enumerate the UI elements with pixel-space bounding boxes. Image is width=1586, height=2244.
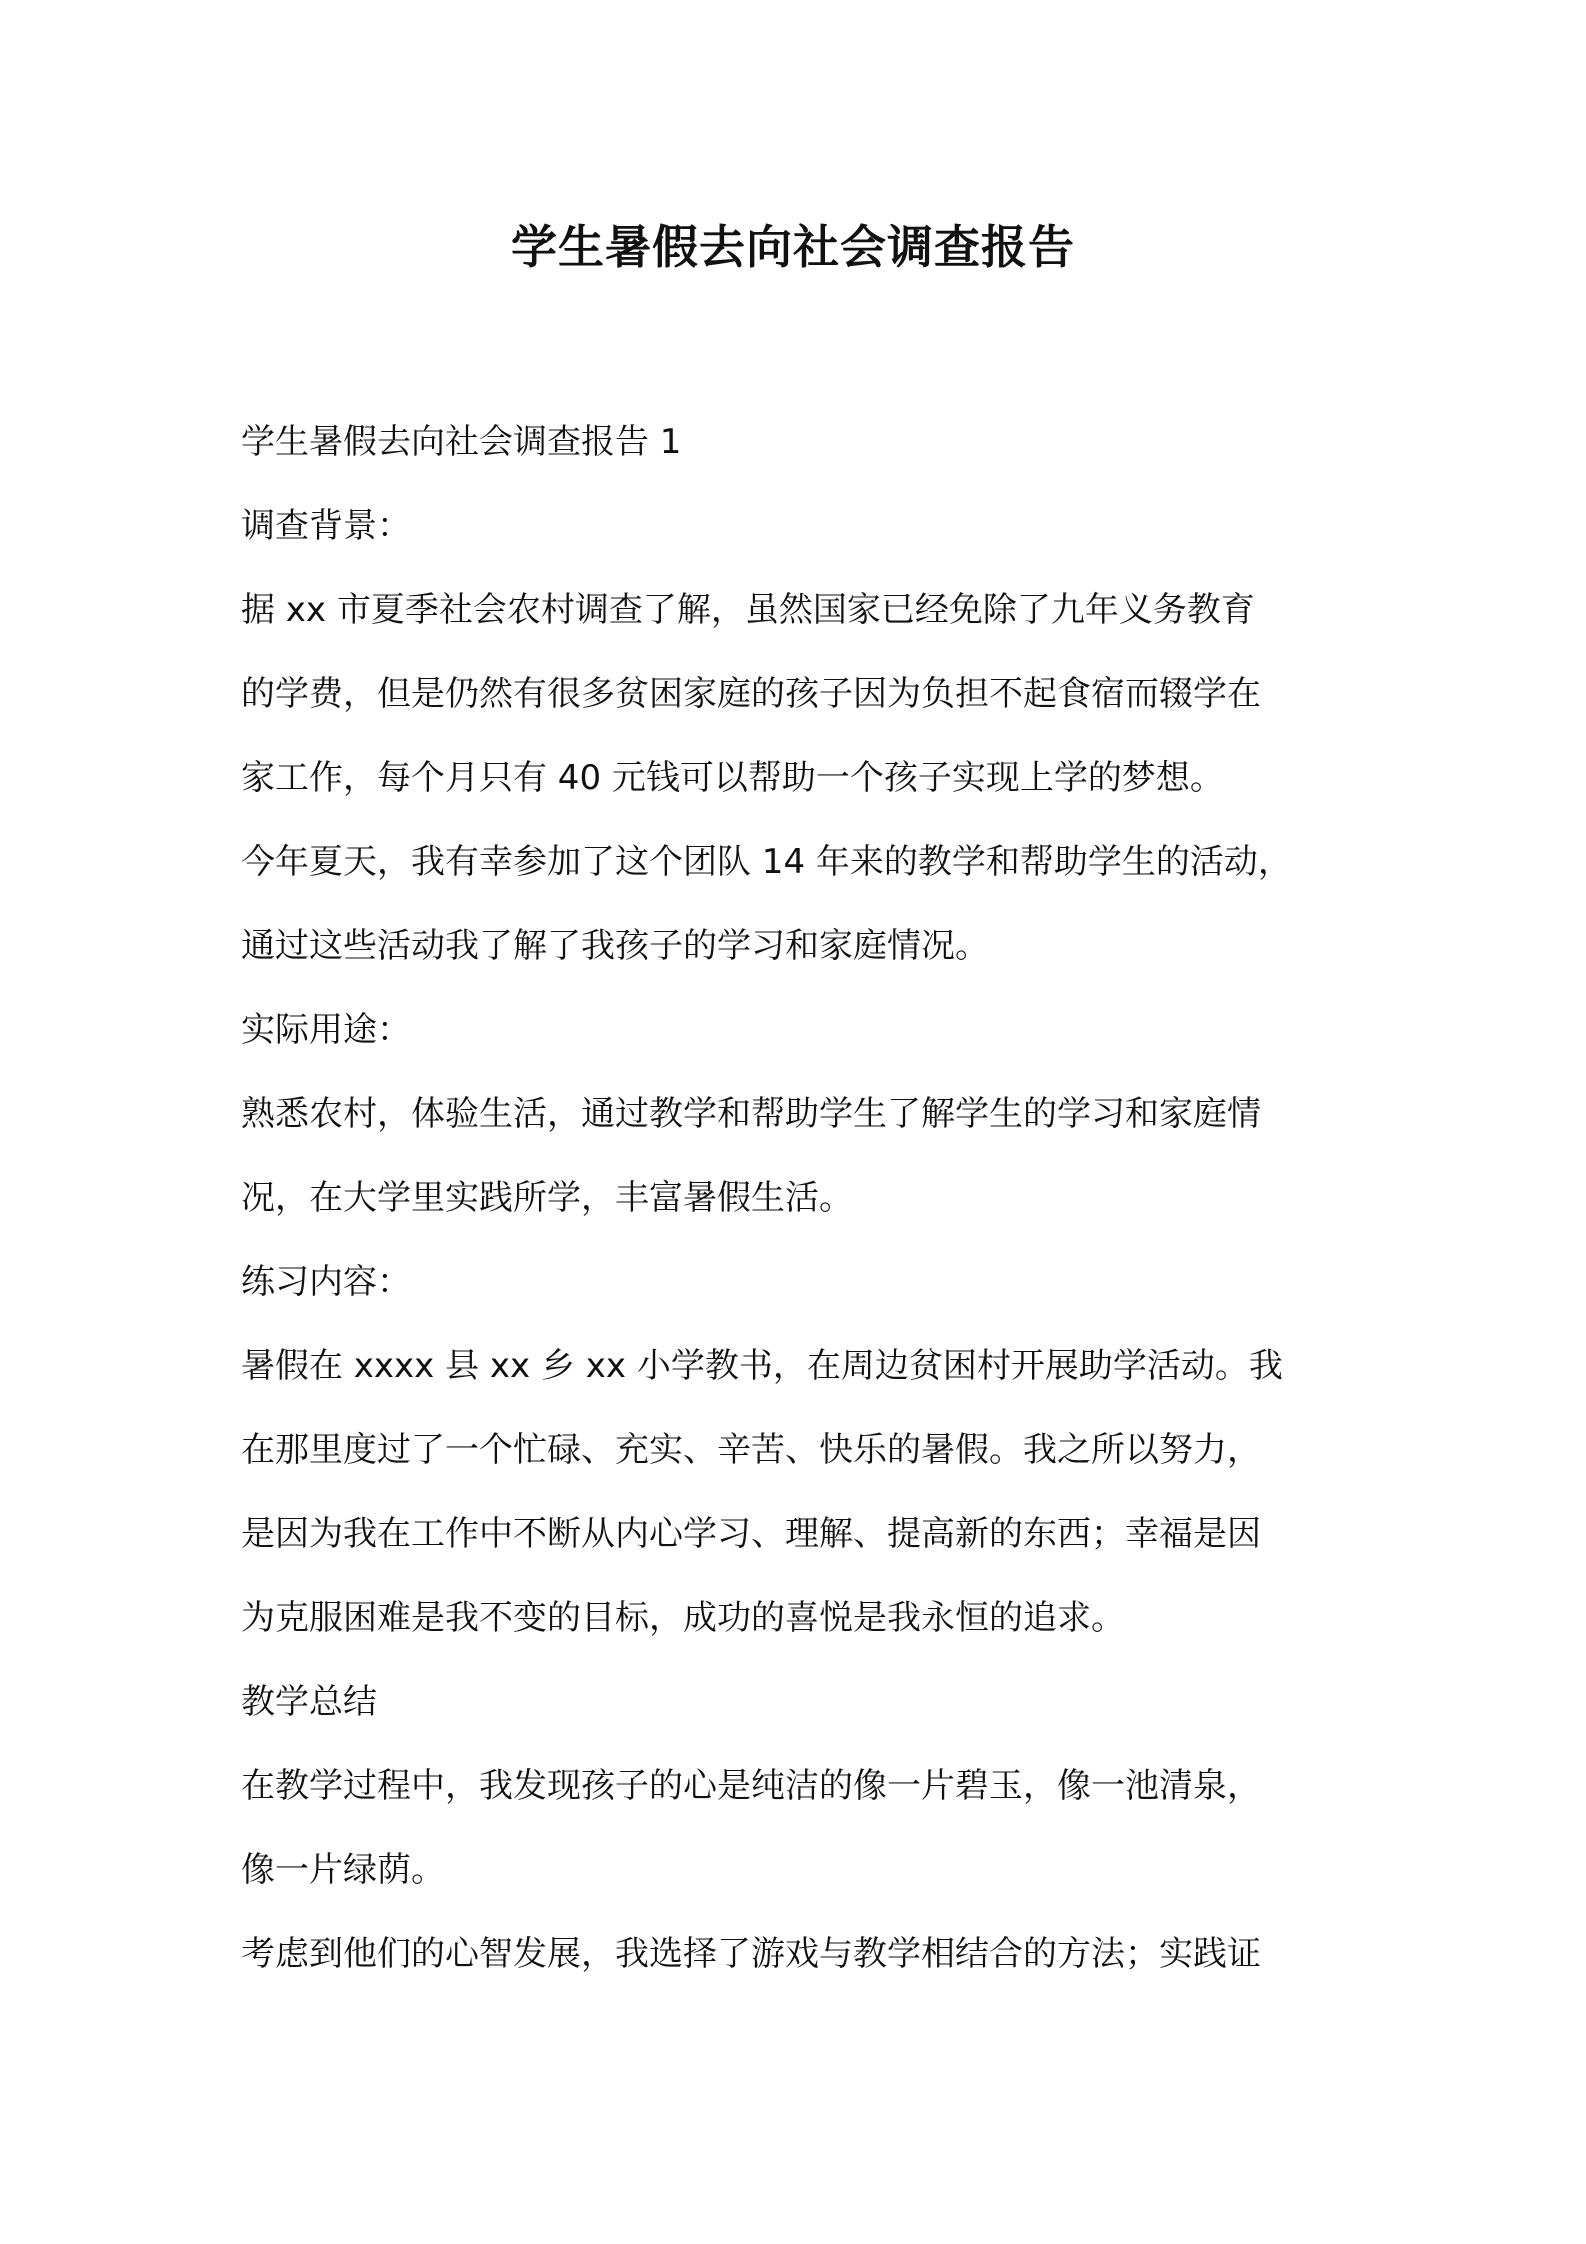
body-line: 考虑到他们的心智发展，我选择了游戏与教学相结合的方法；实践证 — [241, 1934, 1261, 1974]
document-title: 学生暑假去向社会调查报告 — [511, 220, 1075, 274]
body-line: 在那里度过了一个忙碌、充实、辛苦、快乐的暑假。我之所以努力， — [241, 1430, 1261, 1470]
body-line: 是因为我在工作中不断从内心学习、理解、提高新的东西；幸福是因 — [241, 1514, 1261, 1554]
body-line: 况，在大学里实践所学，丰富暑假生活。 — [241, 1178, 853, 1218]
subheading-practice-content: 练习内容： — [241, 1262, 411, 1302]
subheading-practical-use: 实际用途： — [241, 1010, 411, 1050]
body-line: 暑假在 xxxx 县 xx 乡 xx 小学教书，在周边贫困村开展助学活动。我 — [241, 1346, 1283, 1386]
subheading-background: 调查背景： — [241, 506, 411, 546]
body-line: 熟悉农村，体验生活，通过教学和帮助学生了解学生的学习和家庭情 — [241, 1094, 1261, 1134]
section-heading: 学生暑假去向社会调查报告 1 — [241, 422, 682, 462]
body-line: 通过这些活动我了解了我孩子的学习和家庭情况。 — [241, 926, 989, 966]
document-body — [241, 400, 1361, 1996]
body-line: 今年夏天，我有幸参加了这个团队 14 年来的教学和帮助学生的活动， — [241, 842, 1292, 882]
body-line: 在教学过程中，我发现孩子的心是纯洁的像一片碧玉，像一池清泉， — [241, 1766, 1261, 1806]
body-line: 据 xx 市夏季社会农村调查了解，虽然国家已经免除了九年义务教育 — [241, 590, 1255, 630]
body-line: 像一片绿荫。 — [241, 1850, 445, 1890]
body-line: 的学费，但是仍然有很多贫困家庭的孩子因为负担不起食宿而辍学在 — [241, 674, 1261, 714]
body-line: 家工作，每个月只有 40 元钱可以帮助一个孩子实现上学的梦想。 — [241, 758, 1224, 798]
subheading-teaching-summary: 教学总结 — [241, 1682, 377, 1722]
body-line: 为克服困难是我不变的目标，成功的喜悦是我永恒的追求。 — [241, 1598, 1125, 1638]
